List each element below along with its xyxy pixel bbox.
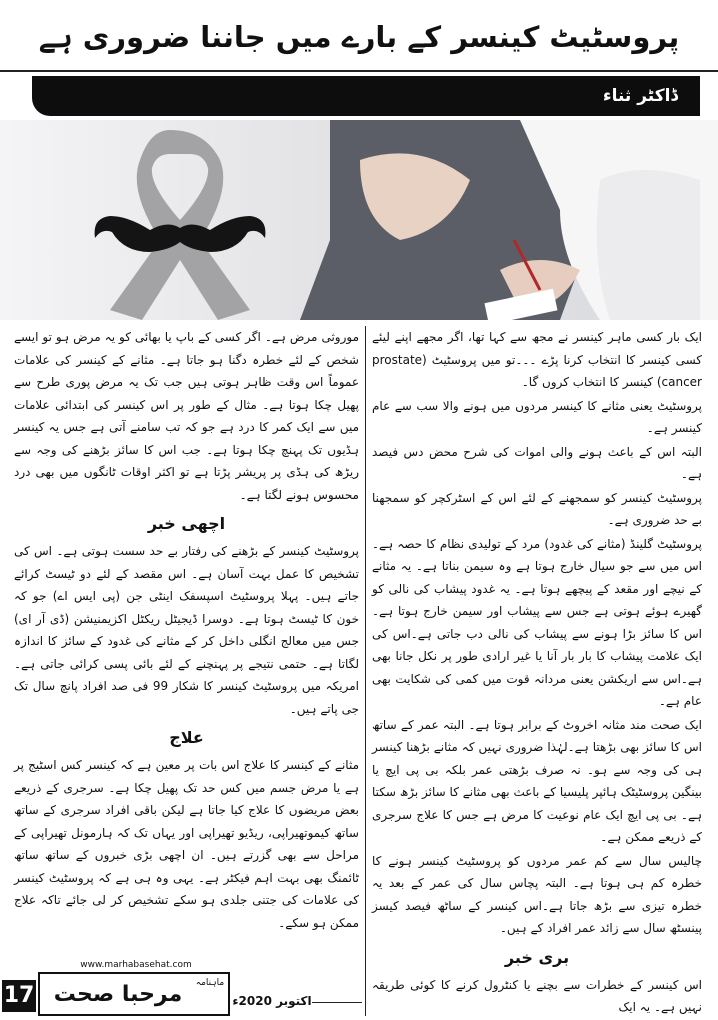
paragraph: ایک بار کسی ماہر کینسر نے مجھ سے کہا تھا، اگر مجھے اپنے لیئے کسی کینسر کا انتخاب کرنا پڑے ۔۔۔تو میں پروسٹیٹ (prostate cancer) کینسر کا انتخاب کروں گا۔ <box>372 330 702 389</box>
issue-date: اکتوبر 2020ء <box>232 994 312 1008</box>
paragraph: البتہ اس کے باعث ہونے والی اموات کی شرح محض دس فیصد ہے۔ <box>372 444 702 481</box>
article-title: پروسٹیٹ کینسر کے بارے میں جاننا ضروری ہے <box>38 20 680 54</box>
paragraph: پروسٹیٹ یعنی مثانے کا کینسر مردوں میں ہونے والا سب سے عام کینسر ہے۔ <box>372 398 702 435</box>
left-column <box>14 326 359 946</box>
good-news-heading: اچھی خبر <box>147 514 226 533</box>
hero-illustration <box>0 120 718 320</box>
column-divider <box>365 326 366 1016</box>
paragraph: چالیس سال سے کم عمر مردوں کو پروسٹیٹ کینسر ہونے کا خطرہ کم ہی ہوتا ہے۔ البتہ پچاس سال کی عمر کے بعد یہ خطرہ تیزی سے بڑھ جاتا ہے۔اس کینسر کے ساٹھ فیصد کیسز پینسٹھ سال سے زائد عمر افراد کے ہیں۔ <box>372 853 702 935</box>
right-column <box>372 326 702 1014</box>
hero-image <box>0 120 718 320</box>
author-byline: ڈاکٹر ثناء <box>32 76 700 116</box>
footer-rule <box>312 1002 362 1003</box>
paragraph: پروسٹیٹ کینسر کے بڑھنے کی رفتار بے حد سست ہوتی ہے۔ اس کی تشخیص کا عمل بہت آسان ہے۔ اس مقصد کے لئے دو ٹیسٹ کرائے جاتے ہیں۔ پہلا پروسٹیٹ اسپسفک اینٹی جن (پی ایس اے) جو کہ خون کا ٹیسٹ ہوتا ہے۔ دوسرا ڈیجیٹل ریکٹل اکزیمنیشن (ڈی آر ای) جس میں معالج انگلی داخل کر کے مثانے کی غدود کے سائز کا اندازہ لگاتا ہے۔ حتمی نتیجے پر پہنچنے کے لئے بائی پسی کرائی جاتی ہے۔ امریکہ میں پروسٹیٹ کینسر کا شکار 99 فی صد افراد پانچ سال تک جی پاتے ہیں۔ <box>14 544 359 716</box>
page-footer <box>0 950 718 1020</box>
magazine-name: مرحبا صحت <box>53 982 183 1007</box>
paragraph: پروسٹیٹ گلینڈ (مثانے کی غدود) مرد کے تولیدی نظام کا حصہ ہے۔اس میں سے جو سیال خارج ہوتا ہے وہ سیمن بناتا ہے۔ یہ مثانے کے نیچے اور مقعد کے پیچھے ہوتا ہے۔ یہ غدود پیشاب کی نالی کو گھیرے ہوئے ہوتی ہے جس سے پیشاب اور سیمن خارج ہوتا ہے۔اس کا سائز بڑا ہونے سے پیشاب کی نالی دب جاتی ہے۔اس کی ایک علامت پیشاب کا بار بار آنا یا غیر ارادی طور پر نکل جانا بھی ہے۔اس سے اریکشن یعنی مردانہ قوت میں کمی کی شکایت بھی عام ہے۔ <box>372 536 702 708</box>
paragraph: اس کینسر کے خطرات سے بچنے یا کنٹرول کرنے کا کوئی طریقہ نہیں ہے۔ یہ ایک <box>372 977 702 1014</box>
treatment-heading: علاج <box>169 728 204 747</box>
paragraph: موروثی مرض ہے۔ اگر کسی کے باپ یا بھائی کو یہ مرض ہو تو ایسے شخص کے لئے خطرہ دگنا ہو جاتا ہے۔ مثانے کے کینسر کی علامات عموماً اس وقت ظاہر ہوتی ہیں جب تک یہ مرض پوری طرح سے پھیل چکا ہوتا ہے۔ مثال کے طور پر اس کینسر کی ابتدائی علامات میں سے ایک کمر کا درد ہے جو کہ تب سامنے آتی ہے جس یہ کینسر ہڈیوں تک پہنچ چکا ہوتا ہے۔ جب اس کا سائز بڑھنے کی وجہ سے ریڑھ کی ہڈی پر پریشر پڑتا ہے تو اکثر اوقات ٹانگوں میں بھی درد محسوس ہونے لگتا ہے۔ <box>14 330 359 502</box>
page-number: 17 <box>2 980 36 1012</box>
paragraph: مثانے کے کینسر کا علاج اس بات پر معین ہے کہ کینسر کس اسٹیج پر ہے یا مرض جسم میں کس حد تک پھیل چکا ہے۔ سرجری کے ذریعے بعض مریضوں کا علاج کیا جاتا ہے لیکن باقی افراد سرجری کے ساتھ ساتھ کیموتھیراپی، ریڈیو تھیراپی اور یہاں تک کہ ہارمونل تھیراپی کے مراحل سے بھی گزرتے ہیں۔ ان اچھی بڑی خبروں کے ساتھ ساتھ ٹائمنگ بھی بہت اہم فیکٹر ہے۔ یہی وہ ہی ہے کہ پروسٹیٹ کینسر کی علامات کی جتنی جلدی ہو سکے تشخیص کر لی جائے تاکہ علاج ممکن ہو سکے۔ <box>14 758 359 930</box>
paragraph: پروسٹیٹ کینسر کو سمجھنے کے لئے اس کے اسٹرکچر کو سمجھنا بے حد ضروری ہے۔ <box>372 490 702 527</box>
title-rule <box>0 70 718 72</box>
magazine-masthead <box>38 960 230 1016</box>
magazine-tag: ماہنامہ <box>195 978 225 988</box>
website-link[interactable]: www.marhabasehat.com <box>80 960 192 970</box>
bad-news-heading: بری خبر <box>504 947 570 967</box>
paragraph: ایک صحت مند مثانہ اخروٹ کے برابر ہوتا ہے۔ البتہ عمر کے ساتھ اس کا سائز بھی بڑھتا ہے۔لہٰذا ضروری نہیں کہ مثانے بڑھنا کینسر ہی کی وجہ سے ہو۔ نہ صرف بڑھتی عمر بلکہ بی پی ایچ یا بینگین پروسٹیٹک ہائپر پلیسیا کے باعث بھی مثانے کا سائز بڑھ سکتا ہے۔ بی پی ایچ ایک عام نوعیت کا مرض ہے جس کا علاج سرجری کے ذریعے ممکن ہے۔ <box>372 717 702 844</box>
